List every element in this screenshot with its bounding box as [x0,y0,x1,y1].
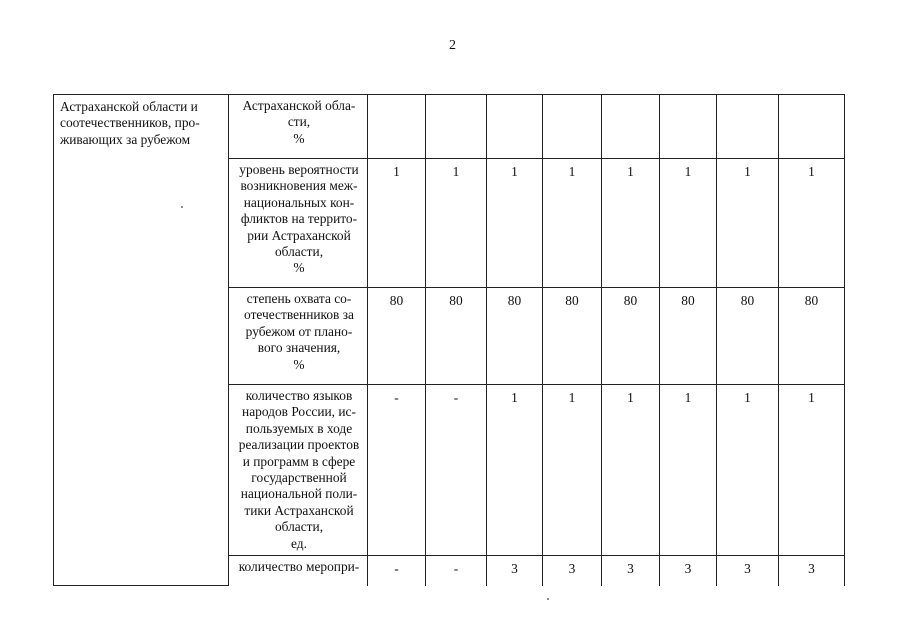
value-cell: 1 [660,385,717,556]
value-cell: 1 [660,159,717,288]
value-cell: 1 [717,159,779,288]
indicator-cell [229,95,368,159]
value-cell: 3 [487,556,543,586]
value-cell: 1 [779,159,845,288]
indicator-label: количество меропри- [238,559,360,574]
indicator-cell [229,556,368,586]
indicator-label: Астраханской обла- сти, % [242,98,356,146]
value-cell: 80 [368,288,426,385]
value-cell: 1 [487,159,543,288]
value-cell: 3 [602,556,660,586]
value-cell [426,95,487,159]
value-cell: 1 [779,385,845,556]
indicator-table [53,94,845,586]
indicator-label: степень охвата со- отечественников за рубежом от плано- вого значения, % [244,291,354,372]
value-cell [660,95,717,159]
value-cell: - [368,556,426,586]
value-cell [543,95,602,159]
scan-speck [547,598,549,600]
value-cell: 1 [602,385,660,556]
value-cell: 3 [717,556,779,586]
value-cell [717,95,779,159]
indicator-label: количество языков народов России, ис- пользуемых в ходе реализации проектов и программ в сфере государственной национальной поли- тики Астраханской области, ед. [238,388,360,551]
value-cell [779,95,845,159]
value-cell: 1 [368,159,426,288]
value-cell: 80 [543,288,602,385]
table-row [54,95,845,159]
value-cell: 1 [426,159,487,288]
value-cell: 1 [543,159,602,288]
row-header-cell [54,95,229,586]
value-cell: 80 [426,288,487,385]
indicator-cell [229,288,368,385]
value-cell: 80 [487,288,543,385]
value-cell: 3 [543,556,602,586]
row-header-text: Астраханской области и соотечественников, про- живающих за рубежом [60,99,200,147]
value-cell: 1 [602,159,660,288]
value-cell [368,95,426,159]
value-cell [602,95,660,159]
value-cell: 3 [779,556,845,586]
indicator-cell [229,159,368,288]
value-cell: 1 [717,385,779,556]
value-cell: 80 [602,288,660,385]
page-number: 2 [449,38,456,53]
value-cell: 1 [487,385,543,556]
value-cell: - [426,556,487,586]
indicator-label: уровень вероятности возникновения меж- национальных кон- фликтов на террито- рии Астраханской области, % [239,162,359,276]
value-cell: 80 [660,288,717,385]
value-cell: - [368,385,426,556]
value-cell: 80 [717,288,779,385]
value-cell: 3 [660,556,717,586]
scan-speck [181,206,183,208]
value-cell: 1 [543,385,602,556]
value-cell: - [426,385,487,556]
indicator-cell [229,385,368,556]
value-cell [487,95,543,159]
value-cell: 80 [779,288,845,385]
